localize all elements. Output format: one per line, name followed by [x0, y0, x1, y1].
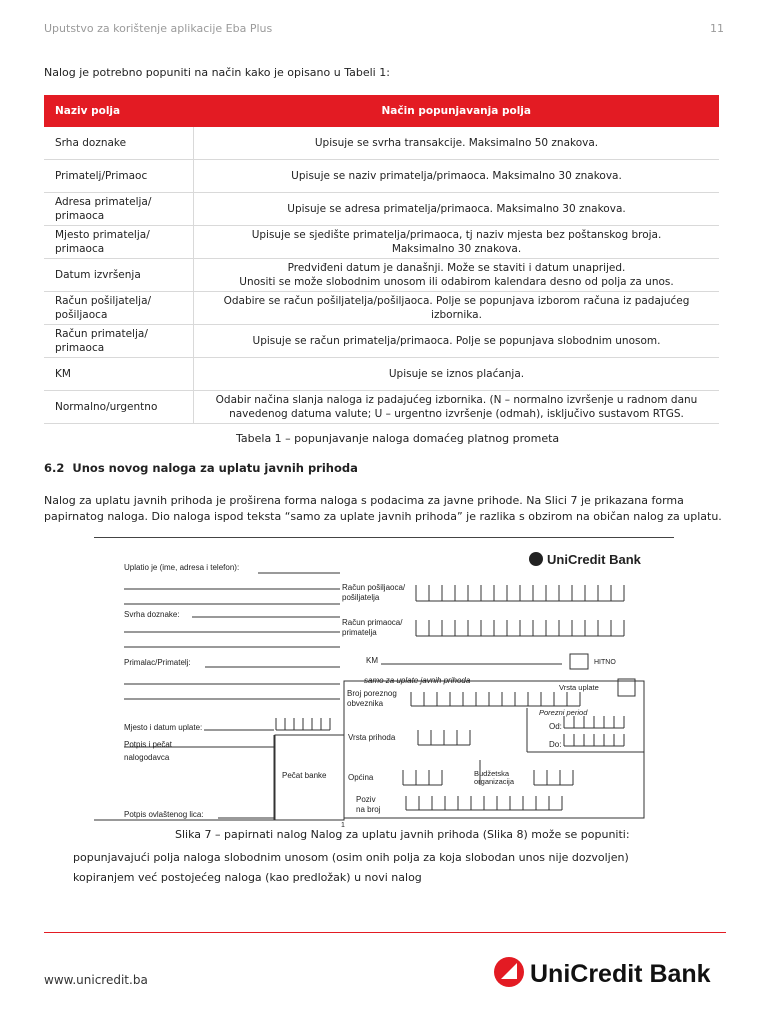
section-heading [44, 461, 358, 475]
method-line-1: Upisuje se sjedište primatelja/primaoca, tj naziv mjesta bez poštanskog broja. [251, 229, 662, 241]
footer-logo-text: UniCredit Bank [530, 960, 711, 988]
field-name-cell: Normalno/urgentno [44, 391, 194, 424]
form-label-od: Od: [549, 722, 562, 731]
method-line-2: Unositi se može slobodnim unosom ili odabirom kalendara desno od polja za unos. [239, 276, 674, 288]
field-method-cell [194, 193, 720, 226]
section-paragraph: Nalog za uplatu javnih prihoda je proširena forma naloga s podacima za javne prihode. Na Slici 7 je prikazana forma papirnatog naloga. Dio naloga ispod teksta “samo za uplate javnih prihoda” je razlika s obzirom na običan nalog za uplatu. [44, 494, 722, 523]
table-row [44, 193, 719, 226]
table-row [44, 325, 719, 358]
form-label-poziv-2: na broj [356, 805, 381, 814]
table-row [44, 127, 719, 160]
form-label-ovlasteni: Potpis ovlaštenog lica: [124, 810, 204, 819]
form-label-broj-2: obveznika [347, 699, 384, 708]
method-line-1: Predviđeni datum je današnji. Može se staviti i datum unaprijed. [287, 262, 626, 274]
form-label-pecat: Pečat banke [282, 771, 327, 780]
field-table [44, 95, 719, 424]
field-name-cell: Primatelj/Primaoc [44, 160, 194, 193]
field-name-cell: Račun primatelja/ primaoca [44, 325, 194, 358]
form-label-primalac: Primalac/Primatelj: [124, 658, 191, 667]
method-line-1: Upisuje se svrha transakcije. Maksimalno 50 znakova. [314, 137, 599, 149]
field-method-cell [194, 358, 720, 391]
form-label-km: KM [366, 656, 378, 665]
method-line-1: Upisuje se račun primatelja/primaoca. Polje se popunjava slobodnim unosom. [252, 335, 661, 347]
form-label-do: Do: [549, 740, 562, 749]
footer-url: www.unicredit.ba [44, 973, 148, 987]
form-label-vrsta-uplate: Vrsta uplate [559, 683, 599, 692]
table-row [44, 226, 719, 259]
form-label-racun-pos-2: pošiljatelja [342, 593, 380, 602]
field-method-cell [194, 391, 720, 424]
paper-form-image [94, 540, 674, 829]
method-line-1: Upisuje se naziv primatelja/primaoca. Maksimalno 30 znakova. [291, 170, 622, 182]
form-label-hitno: HITNO [594, 659, 616, 666]
field-method-cell [194, 127, 720, 160]
method-line-1: Upisuje se iznos plaćanja. [388, 368, 525, 380]
form-top-rule [94, 537, 674, 538]
form-label-samo: samo za uplate javnih prihoda [364, 676, 471, 685]
field-name-cell: KM [44, 358, 194, 391]
form-label-potpis-1: Potpis i pečat [124, 740, 173, 749]
form-label-svrha: Svrha doznake: [124, 610, 180, 619]
field-method-cell [194, 226, 720, 259]
field-name-cell: Srha doznake [44, 127, 194, 160]
field-method-cell [194, 160, 720, 193]
table-row [44, 259, 719, 292]
intro-text: Nalog je potrebno popuniti na način kako je opisano u Tabeli 1: [44, 66, 390, 79]
table-caption: Tabela 1 – popunjavanje naloga domaćeg platnog prometa [236, 432, 560, 445]
form-label-opcina: Općina [348, 773, 374, 782]
form-label-uplatio: Uplatio je (ime, adresa i telefon): [124, 563, 240, 572]
form-label-mjesto: Mjesto i datum uplate: [124, 723, 203, 732]
form-label-racun-prim-2: primatelja [342, 628, 377, 637]
table-header-row [44, 95, 719, 127]
field-method-cell [194, 325, 720, 358]
list-item: kopiranjem već postojećeg naloga (kao predložak) u novi nalog [73, 871, 422, 884]
table-row [44, 160, 719, 193]
method-line-2: Maksimalno 30 znakova. [391, 243, 522, 255]
form-label-racun-pos-1: Račun pošiljaoca/ [342, 583, 406, 592]
form-label-budz-2: organizacija [474, 777, 515, 786]
form-logo-text: UniCredit Bank [547, 552, 641, 567]
field-name-cell: Datum izvršenja [44, 259, 194, 292]
method-line-1: Odabire se račun pošiljatelja/pošiljaoca. Polje se popunjava izborom računa iz padajućeg izbornika. [223, 295, 690, 321]
form-label-porezni: Porezni period [539, 708, 588, 717]
field-method-cell [194, 259, 720, 292]
form-label-poziv-1: Poziv [356, 795, 376, 804]
footer-logo [492, 954, 732, 990]
section-title: Unos novog naloga za uplatu javnih prihoda [72, 461, 358, 475]
table-row [44, 391, 719, 424]
method-line-2: navedenog datuma valute; U – urgentno izvršenje (odmah), isključivo sustavom RTGS. [229, 408, 684, 420]
table-body [44, 127, 719, 424]
form-label-potpis-2: nalogodavca [124, 753, 170, 762]
method-line-1: Upisuje se adresa primatelja/primaoca. Maksimalno 30 znakova. [287, 203, 626, 215]
field-method-cell [194, 292, 720, 325]
field-name-cell: Adresa primatelja/ primaoca [44, 193, 194, 226]
list-item: popunjavajući polja naloga slobodnim unosom (osim onih polja za koja slobodan unos nije dozvoljen) [73, 851, 629, 864]
form-logo-icon [529, 552, 543, 566]
footer-rule [44, 932, 726, 933]
form-label-racun-prim-1: Račun primaoca/ [342, 618, 403, 627]
column-header-field: Naziv polja [44, 95, 194, 127]
field-name-cell: Račun pošiljatelja/ pošiljaoca [44, 292, 194, 325]
form-label-broj-1: Broj poreznog [347, 689, 397, 698]
figure-caption: Slika 7 – papirnati nalog Nalog za uplatu javnih prihoda (Slika 8) može se popuniti: [175, 828, 630, 841]
field-name-cell: Mjesto primatelja/ primaoca [44, 226, 194, 259]
column-header-method: Način popunjavanja polja [194, 95, 720, 127]
table-row [44, 292, 719, 325]
table-row [44, 358, 719, 391]
form-label-vrsta-prihoda: Vrsta prihoda [348, 733, 396, 742]
form-mark: 1 [341, 822, 345, 829]
page-number: 11 [710, 22, 724, 35]
section-number: 6.2 [44, 461, 65, 475]
header-title: Uputstvo za korištenje aplikacije Eba Plus [44, 22, 273, 35]
form-label-budz-1: Budžetska [474, 769, 510, 778]
method-line-1: Odabir načina slanja naloga iz padajućeg izbornika. (N – normalno izvršenje u radnom danu [215, 394, 698, 406]
